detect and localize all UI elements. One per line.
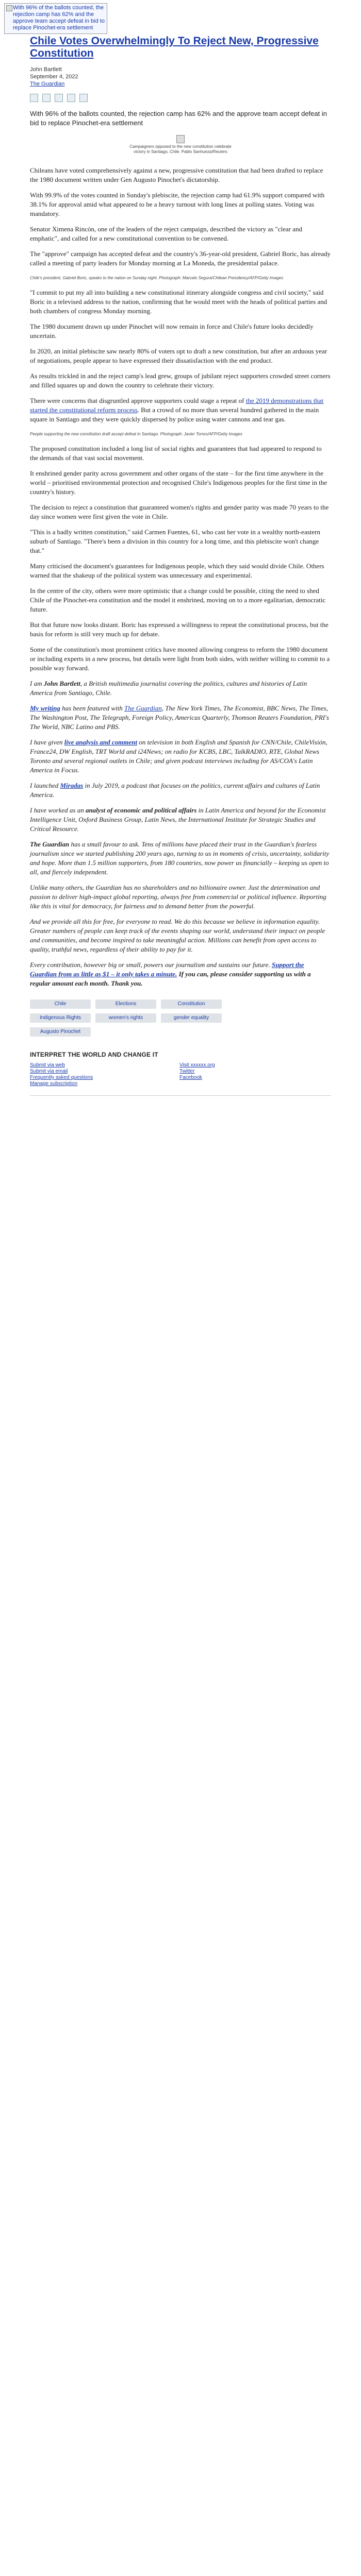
bold-segment: The Guardian (30, 840, 70, 848)
author-bio-paragraph (30, 679, 331, 698)
tag-womens-rights[interactable]: women's rights (95, 1013, 156, 1023)
my-writing-link[interactable]: My writing (30, 704, 60, 712)
tag-indigenous-rights[interactable]: Indigenous Rights (30, 1013, 91, 1023)
text-segment: . But a crowd of no more than several hundred gathered in the main square in Santiago and they were quickly dispersed by police using water cannons and tear gas. (30, 406, 319, 423)
social-share-bar (30, 94, 331, 102)
support-guardian-link[interactable]: Support the Guardian from as little as $1 – it only takes a minute. (30, 961, 304, 978)
text-segment: on television in both English and Spanish for CNN/Chile, ChileVisión, France24, DW English, TRT World and i24News; on radio for KCBS, LBC, TalkRADIO, RTE, Global News Toronto and several regional outlets in Chile; and given podcast interviews including for AS/COA's Latin America in Focus. (30, 738, 327, 774)
facebook-icon[interactable] (30, 94, 38, 102)
body-paragraph: The "approve" campaign has accepted defeat and the country's 36-year-old president, Gabriel Boric, has already called a meeting of party leaders for Monday morning at La Moneda, the presidential palace. (30, 250, 331, 267)
footer-left-column (30, 1062, 179, 1087)
divider (30, 1095, 331, 1096)
text-segment: I launched (30, 782, 60, 789)
body-paragraph: Senator Ximena Rincón, one of the leaders of the reject campaign, described the victory as "clear and emphatic", and called for a new constitutional convention to be convened. (30, 225, 302, 242)
body-paragraph: The 1980 document drawn up under Pinochet will now remain in force and Chile's future looks decidedly uncertain. (30, 323, 314, 340)
facebook-link[interactable]: Facebook (179, 1075, 202, 1080)
tag-augusto-pinochet[interactable]: Augusto Pinochet (30, 1027, 91, 1037)
support-paragraph (30, 840, 331, 877)
body-paragraph: But that future now looks distant. Boric has expressed a willingness to repeat the constitutional process, but the basis for reform is still very much up for debate. (30, 621, 329, 638)
body-paragraph: It enshrined gender parity across government and other organs of the state – for the first time anywhere in the world – prioritised environmental protection and recognised Chile's Indigenous peoples for the first time in the country's history. (30, 469, 327, 496)
footer-right-column (179, 1062, 329, 1087)
body-paragraph: The decision to reject a constitution that guaranteed women's rights and gender parity was made 70 years to the day since women were first given the vote in Chile. (30, 503, 329, 520)
tag-chile[interactable]: Chile (30, 999, 91, 1009)
faq-link[interactable]: Frequently asked questions (30, 1075, 93, 1080)
text-segment: has a small favour to ask. Tens of millions have placed their trust in the Guardian's fearless journalism since we started publishing 200 years ago, turning to us in moments of crisis, uncertainty, solidarity and hope. More than 1.5 million supporters, from 180 countries, now power us financially – keeping us open to all, and fiercely independent. (30, 840, 330, 876)
email-share-icon[interactable] (67, 94, 75, 102)
text-segment: in July 2019, a podcast that focuses on the politics, current affairs and cultures of Latin America. (30, 782, 320, 799)
body-paragraph: Many criticised the document's guarantees for Indigenous people, which they said would divide Chile. Others warned that the shakeup of the political system was unnecessary and experimental. (30, 562, 324, 579)
body-paragraph: In the centre of the city, others were more optimistic that a change could be possible, citing the need to shed Chile of the Pinochet-era constitution and the model it enshrined, moving on to a more egalitarian, democratic future. (30, 587, 326, 613)
article (30, 35, 331, 1101)
article-headline[interactable]: Chile Votes Overwhelmingly To Reject New, Progressive Constitution (30, 35, 319, 59)
byline (30, 66, 331, 88)
body-paragraph: The proposed constitution included a long list of social rights and guarantees that had appeared to respond to the demands of that vast social movement. (30, 445, 322, 462)
linkedin-icon[interactable] (55, 94, 63, 102)
demonstrations-link[interactable]: the 2019 demonstrations that started the constitutional reform process (30, 397, 324, 414)
tag-gender-equality[interactable]: gender equality (161, 1013, 222, 1023)
text-segment: has been featured with (60, 704, 124, 712)
support-paragraph (30, 960, 331, 988)
bold-segment: If you can, please consider supporting us with a regular amount each month. Thank you. (30, 970, 311, 987)
body-paragraph: "This is a badly written constitution," said Carmen Fuentes, 61, who cast her vote in a wealthy north-eastern suburb of Santiago. "There's been a division in this country for a long time, and this plebiscite won't change that." (30, 528, 320, 554)
lead-figure (30, 135, 331, 155)
top-broken-image (4, 3, 107, 34)
author-bio-paragraph (30, 781, 331, 800)
text-segment: , a British multimedia journalist covering the politics, cultures and histories of Latin America from Santiago, Chile. (30, 680, 307, 697)
byline-source-link[interactable]: The Guardian (30, 81, 65, 87)
top-image-alt-text: With 96% of the ballots counted, the rejection camp has 62% and the approve team accept defeat in bid to replace Pinochet-era settlement (13, 5, 105, 31)
tag-list (30, 999, 247, 1037)
broken-image-icon (6, 5, 12, 11)
article-body (30, 166, 331, 988)
text-segment: Every contribution, however big or small, powers our journalism and sustains our future. (30, 961, 272, 969)
submit-email-link[interactable]: Submit via email (30, 1069, 68, 1074)
byline-author: John Bartlett (30, 66, 62, 73)
body-paragraph: Chileans have voted comprehensively against a new, progressive constitution that had been drafted to replace the 1980 document written under Gen Augusto Pinochet's dictatorship. (30, 166, 323, 183)
manage-subscription-link[interactable]: Manage subscription (30, 1081, 78, 1087)
text-segment: There were concerns that disgruntled approve supporters could stage a repeat of (30, 397, 246, 404)
body-paragraph: With 99.9% of the votes counted in Sunday's plebiscite, the rejection camp had 61.9% support compared with 38.1% for approval amid what appeared to be a heavy turnout with long lines at polling states. Voting was mandatory. (30, 191, 325, 217)
support-paragraph: And we provide all this for free, for everyone to read. We do this because we believe in information equality. Greater numbers of people can keep track of the events shaping our world, understand their impact on people and communities, and become inspired to take meaningful action. Millions can benefit from open access to quality, truthful news, regardless of their ability to pay for it. (30, 918, 325, 953)
twitter-link[interactable]: Twitter (179, 1069, 195, 1074)
author-bio-paragraph (30, 806, 331, 834)
body-paragraph: In 2020, an initial plebiscite saw nearly 80% of voters opt to draft a new constitution, but after an arduous year of negotiations, people appear to have expressed their dissatisfaction with the end product. (30, 347, 327, 364)
figure-caption: Campaigners opposed to the new constitution celebrate victory in Santiago, Chile. Pablo Sanhueza/Reuters (129, 144, 232, 154)
text-segment: in Latin America and beyond for the Economist Intelligence Unit, Oxford Business Group, Latin News, the International Institute for Strategic Studies and Critical Resource. (30, 806, 326, 833)
visit-site-link[interactable]: Visit xxxxxx.org (179, 1062, 215, 1068)
author-bio-paragraph (30, 704, 331, 732)
author-name: John Bartlett (43, 680, 80, 687)
support-paragraph: Unlike many others, the Guardian has no shareholders and no billionaire owner. Just the determination and passion to deliver high-impact global reporting, always free from commercial or political influence. Reporting like this is vital for democracy, for fairness and to demand better from the powerful. (30, 884, 326, 910)
body-paragraph: Some of the constitution's most prominent critics have mooted allowing congress to reform the 1980 document or including experts in a new process, but details were light from both sides, with neither willing to commit to a possible way forward. (30, 646, 330, 672)
footer-links (30, 1062, 331, 1087)
author-bio-paragraph (30, 738, 331, 775)
body-paragraph: "I commit to put my all into building a new constitutional itinerary alongside congress and civil society," said Boric in a televised address to the nation, confirming that he would meet with the heads of political parties and both chambers of congress Monday morning. (30, 289, 327, 315)
standfirst: With 96% of the ballots counted, the rejection camp has 62% and the approve team accept defeat in bid to replace Pinochet-era settlement (30, 110, 327, 127)
tag-elections[interactable]: Elections (95, 999, 156, 1009)
twitter-icon[interactable] (42, 94, 51, 102)
broken-image-icon (176, 135, 185, 143)
text-segment: I have given (30, 738, 64, 746)
photo-caption: People supporting the new constitution draft accept defeat in Santiago. Photograph: Javier Torres/AFP/Getty Images (30, 432, 242, 436)
submit-web-link[interactable]: Submit via web (30, 1062, 65, 1068)
live-analysis-link[interactable]: live analysis and comment (64, 738, 137, 746)
body-paragraph (30, 396, 331, 424)
text-segment: I have worked as an (30, 806, 86, 814)
text-segment: , The New York Times, The Economist, BBC News, The Times, The Washington Post, The Telegraph, Foreign Policy, Americas Quarterly, Thomson Reuters Foundation, PRI's The World, NBC Latino and PBS. (30, 704, 329, 731)
print-icon[interactable] (79, 94, 88, 102)
byline-date: September 4, 2022 (30, 74, 78, 80)
tag-constitution[interactable]: Constitution (161, 999, 222, 1009)
the-guardian-link[interactable]: The Guardian (124, 704, 162, 712)
interpret-heading: INTERPRET THE WORLD AND CHANGE IT (30, 1051, 158, 1058)
photo-caption: Chile's president, Gabriel Boric, speaks to the nation on Sunday night. Photograph: Marcelo Segura/Chilean Presidency/AFP/Getty Images (30, 276, 284, 280)
bold-segment: analyst of economic and political affairs (85, 806, 197, 814)
body-paragraph: As results trickled in and the reject camp's lead grew, groups of jubilant reject supporters crowded street corners and filled squares up and down the country to celebrate their victory. (30, 372, 331, 389)
text-segment: I am (30, 680, 44, 687)
miradas-link[interactable]: Miradas (60, 782, 84, 789)
